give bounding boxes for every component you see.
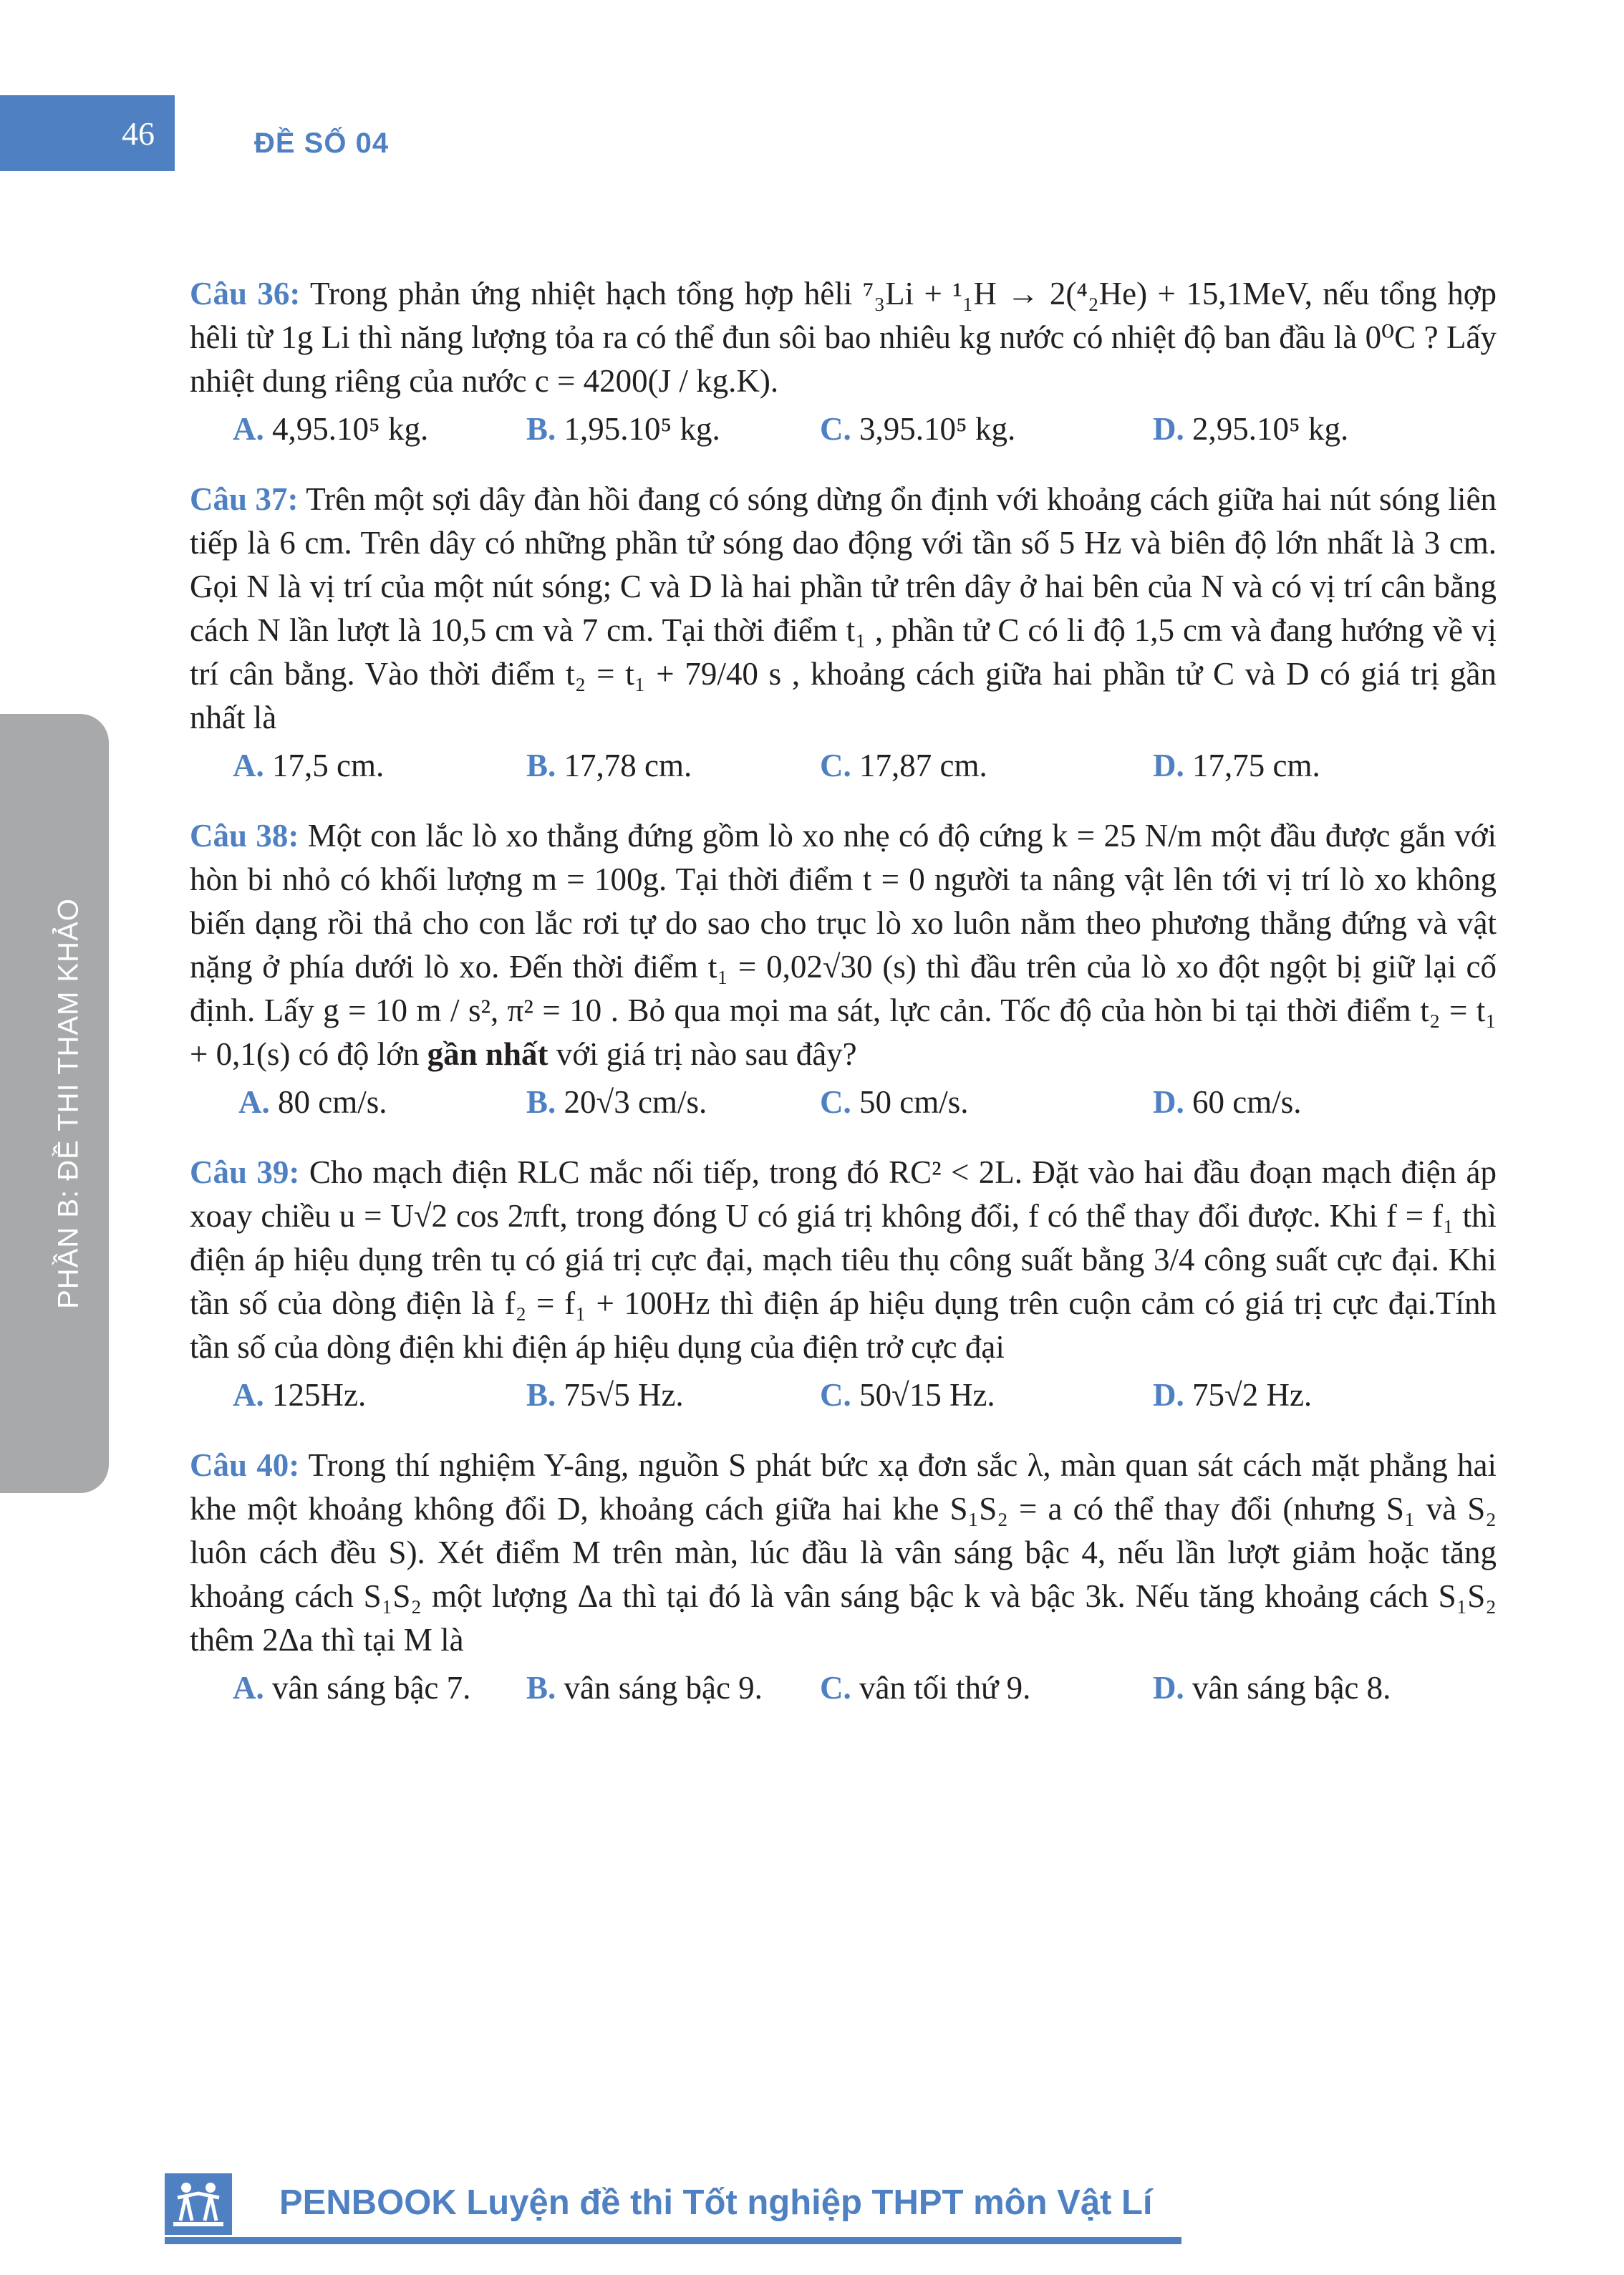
- question-line: Cho mạch điện RLC mắc nối tiếp, trong đó RC² < 2L. Đặt vào hai đầu đoạn mạch: [309, 1154, 1392, 1190]
- option-text: 17,78 cm.: [564, 748, 692, 783]
- option-d[interactable]: [1153, 1666, 1391, 1710]
- question-text: [190, 478, 1497, 740]
- option-label: C.: [820, 411, 851, 447]
- option-b[interactable]: [526, 1081, 707, 1124]
- option-text: vân sáng bậc 7.: [272, 1670, 471, 1706]
- option-d[interactable]: [1153, 1373, 1312, 1417]
- answer-options: [190, 744, 1497, 790]
- option-a[interactable]: [233, 1373, 366, 1417]
- question-list: [190, 272, 1497, 1737]
- question-label: Câu 40:: [190, 1447, 300, 1483]
- question-line: điện áp xoay chiều u = U√2 cos 2πft, trong đóng U có giá trị không đổi, f có thể thay đổi: [190, 1154, 1497, 1234]
- option-text: 3,95.10⁵ kg.: [859, 411, 1016, 447]
- question-label: Câu 37:: [190, 481, 299, 517]
- option-text: 4,95.10⁵ kg.: [272, 411, 429, 447]
- answer-options: [190, 407, 1497, 453]
- option-label: A.: [233, 1670, 264, 1706]
- question-line: khoảng cách S₁S₂ thêm 2Δa thì tại M là: [190, 1578, 1497, 1658]
- option-label: B.: [526, 411, 556, 447]
- question-line: nào sau đây?: [690, 1036, 857, 1072]
- side-tab-label: PHẦN B: ĐỀ THI THAM KHẢO: [52, 898, 84, 1309]
- option-text: 75√5 Hz.: [564, 1377, 684, 1413]
- option-a[interactable]: [238, 1081, 387, 1124]
- option-text: 17,5 cm.: [272, 748, 385, 783]
- option-text: 125Hz.: [272, 1377, 367, 1413]
- option-text: vân sáng bậc 9.: [564, 1670, 763, 1706]
- question-text: [190, 1151, 1497, 1369]
- question-36: [190, 272, 1497, 453]
- option-label: C.: [820, 1084, 851, 1120]
- option-label: A.: [238, 1084, 270, 1120]
- option-a[interactable]: [233, 407, 428, 451]
- option-d[interactable]: [1153, 744, 1320, 788]
- option-label: D.: [1153, 748, 1184, 783]
- option-b[interactable]: [526, 744, 692, 788]
- question-label: Câu 38:: [190, 818, 299, 854]
- option-a[interactable]: [233, 1666, 470, 1710]
- option-label: D.: [1153, 1377, 1184, 1413]
- option-label: C.: [820, 748, 851, 783]
- question-line: lớn nhất là 3 cm. Gọi N là vị trí của một nút sóng; C và D là hai phần tử trên dây ở hai bên: [190, 525, 1497, 604]
- option-label: A.: [233, 748, 264, 783]
- option-label: B.: [526, 1084, 556, 1120]
- option-text: 17,75 cm.: [1192, 748, 1320, 783]
- option-a[interactable]: [233, 744, 384, 788]
- question-line: giữa hai phần tử C và D có giá trị gần nhất là: [190, 656, 1497, 735]
- option-label: C.: [820, 1670, 851, 1706]
- question-line: giảm hoặc tăng khoảng cách S₁S₂ một lượng Δa thì tại đó là vân sáng bậc k và bậc 3k. Nếu tăng: [190, 1535, 1497, 1614]
- option-label: B.: [526, 1670, 556, 1706]
- option-label: A.: [233, 1377, 264, 1413]
- question-text: [190, 814, 1497, 1076]
- option-c[interactable]: [820, 1373, 995, 1417]
- question-line: sóng liên tiếp là 6 cm. Trên dây có những phần tử sóng dao động với tần số 5 Hz và biên độ: [190, 481, 1497, 561]
- option-text: 75√2 Hz.: [1192, 1377, 1313, 1413]
- question-line: được gắn với hòn bi nhỏ có khối lượng m = 100g. Tại thời điểm t = 0 người ta nâng vật lên: [190, 818, 1497, 897]
- option-label: B.: [526, 1377, 556, 1413]
- question-line: Trên một sợi dây đàn hồi đang có sóng dừng ổn định với khoảng cách giữa hai nút: [306, 481, 1371, 517]
- question-text: [190, 272, 1497, 403]
- footer-title: PENBOOK Luyện đề thi Tốt nghiệp THPT môn Vật Lí: [279, 2183, 1153, 2222]
- option-text: 17,87 cm.: [859, 748, 987, 783]
- option-label: B.: [526, 748, 556, 783]
- question-line: thì đầu trên của lò xo đột ngột bị giữ lại cố định. Lấy g = 10 m / s², π² = 10 . Bỏ qua mọi ma: [190, 949, 1497, 1028]
- question-line: Một con lắc lò xo thẳng đứng gồm lò xo nhẹ có độ cứng k = 25 N/m một đầu: [307, 818, 1317, 854]
- question-label: Câu 36:: [190, 276, 301, 311]
- question-line: phẳng hai khe một khoảng không đổi D, khoảng cách giữa hai khe S₁S₂ = a có thể thay đổi: [190, 1447, 1497, 1527]
- question-37: [190, 478, 1497, 790]
- question-39: [190, 1151, 1497, 1419]
- option-text: 2,95.10⁵ kg.: [1192, 411, 1349, 447]
- question-line: (nhưng S₁ và S₂ luôn cách đều S). Xét điểm M trên màn, lúc đầu là vân sáng bậc 4, nếu lần lượt: [190, 1491, 1497, 1570]
- question-label: Câu 39:: [190, 1154, 300, 1190]
- answer-options: [190, 1666, 1497, 1712]
- question-line: có li độ 1,5 cm và đang hướng về vị trí cân bằng. Vào thời điểm t₂ = t₁ + 79/40 s , khoảng cách: [190, 612, 1497, 692]
- option-b[interactable]: [526, 1666, 763, 1710]
- option-c[interactable]: [820, 1666, 1030, 1710]
- penbook-logo-icon: [165, 2173, 232, 2235]
- emphasis-text: gần nhất: [427, 1036, 548, 1072]
- exam-title: ĐỀ SỐ 04: [254, 127, 390, 159]
- option-text: 50 cm/s.: [859, 1084, 969, 1120]
- question-line: Trong phản ứng nhiệt hạch tổng hợp hêli ⁷₃Li + ¹₁H → 2(⁴₂He) + 15,1MeV, nếu tổng: [310, 276, 1437, 311]
- page-number: 46: [0, 95, 175, 171]
- question-38: [190, 814, 1497, 1126]
- question-line: được. Khi f = f₁ thì điện áp hiệu dụng trên tụ có giá trị cực đại, mạch tiêu thụ công suất: [190, 1198, 1497, 1277]
- option-text: 20√3 cm/s.: [564, 1084, 707, 1120]
- footer-rule: [165, 2237, 1181, 2244]
- option-c[interactable]: [820, 407, 1015, 451]
- option-c[interactable]: [820, 744, 987, 788]
- question-line: Trong thí nghiệm Y-âng, nguồn S phát bức xạ đơn sắc λ, màn quan sát cách mặt: [308, 1447, 1360, 1483]
- option-c[interactable]: [820, 1081, 969, 1124]
- question-line: của N và có vị trí cân bằng cách N lần lượt là 10,5 cm và 7 cm. Tại thời điểm t₁ , phần tử C: [190, 569, 1497, 648]
- option-text: vân tối thứ 9.: [859, 1670, 1031, 1706]
- option-text: 60 cm/s.: [1192, 1084, 1302, 1120]
- question-text: [190, 1444, 1497, 1662]
- option-d[interactable]: [1153, 407, 1348, 451]
- question-line: sát, lực cản. Tốc độ của hòn bi tại thời điểm t₂ = t₁ + 0,1(s) có độ lớn: [190, 992, 1497, 1072]
- question-line: tới vị trí lò xo không biến dạng rồi thả cho con lắc rơi tự do sao cho trục lò xo luôn nằm: [190, 861, 1497, 941]
- question-line: trên cuộn cảm có giá trị cực đại.Tính tần số của dòng điện khi điện áp hiệu dụng của điện: [190, 1285, 1497, 1365]
- option-label: C.: [820, 1377, 851, 1413]
- option-text: 50√15 Hz.: [859, 1377, 995, 1413]
- option-d[interactable]: [1153, 1081, 1302, 1124]
- question-line: trở cực đại: [866, 1329, 1005, 1365]
- option-b[interactable]: [526, 407, 720, 451]
- question-line: với giá trị: [556, 1036, 682, 1072]
- option-label: D.: [1153, 1670, 1184, 1706]
- question-line: theo phương thẳng đứng và vật nặng ở phía dưới lò xo. Đến thời điểm t₁ = 0,02√30 (s): [190, 905, 1497, 985]
- answer-options: [190, 1373, 1497, 1419]
- option-text: vân sáng bậc 8.: [1192, 1670, 1391, 1706]
- option-b[interactable]: [526, 1373, 684, 1417]
- option-text: 80 cm/s.: [278, 1084, 387, 1120]
- option-text: 1,95.10⁵ kg.: [564, 411, 720, 447]
- question-40: [190, 1444, 1497, 1712]
- option-label: A.: [233, 411, 264, 447]
- question-line: đầu là 0⁰C ? Lấy nhiệt dung riêng của nước c = 4200(J / kg.K).: [190, 319, 1497, 399]
- option-label: D.: [1153, 411, 1184, 447]
- answer-options: [190, 1081, 1497, 1126]
- question-line: hợp hêli từ 1g Li thì năng lượng tỏa ra có thể đun sôi bao nhiêu kg nước có nhiệt độ ban: [190, 276, 1497, 355]
- question-line: bằng 3/4 công suất cực đại. Khi tần số của dòng điện là f₂ = f₁ + 100Hz thì điện áp hiệu dụng: [190, 1242, 1497, 1321]
- option-label: D.: [1153, 1084, 1184, 1120]
